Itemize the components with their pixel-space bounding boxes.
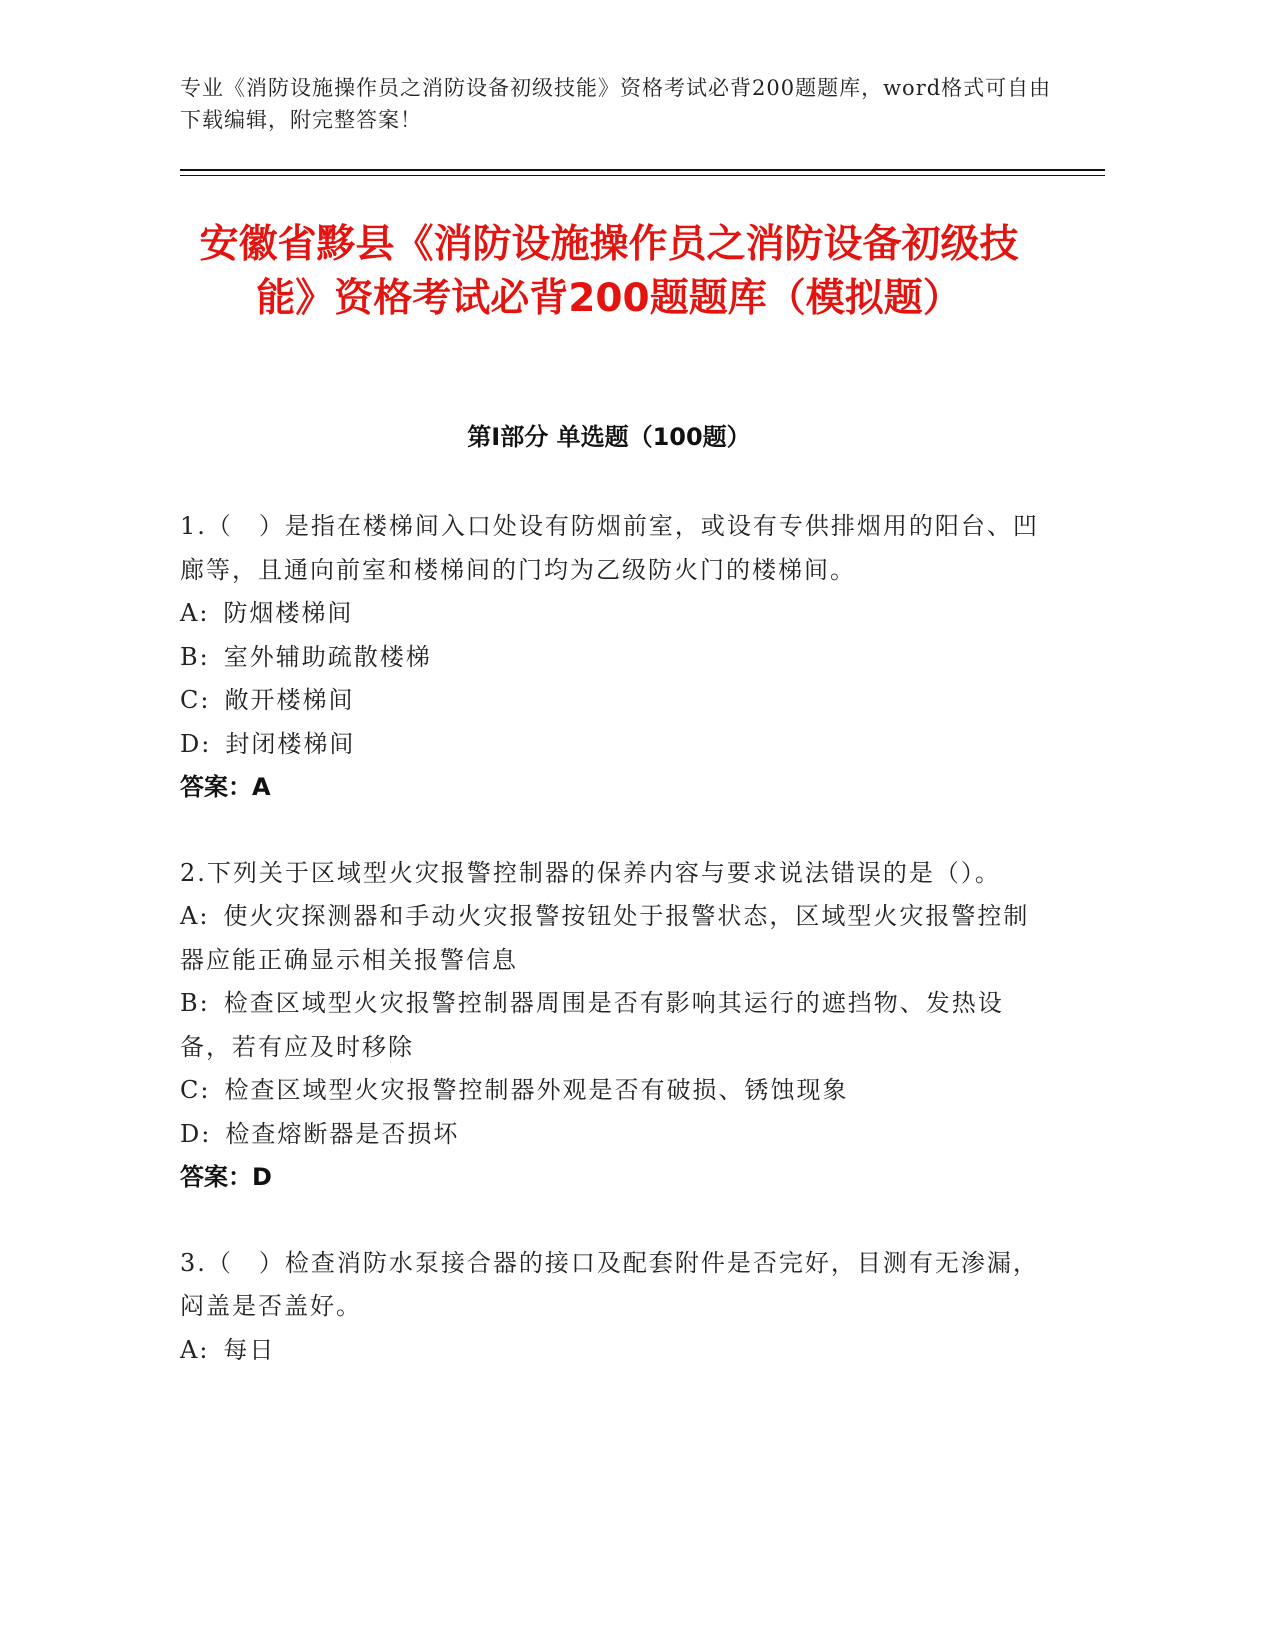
answer-line: 答案：D <box>180 1163 272 1191</box>
option-a <box>180 1329 1040 1373</box>
option-label: A: <box>180 599 210 627</box>
option-label: B: <box>180 989 210 1017</box>
question-text: 3.（ ）检查消防水泵接合器的接口及配套附件是否完好，目测有无渗漏，闷盖是否盖好。 <box>180 1248 1039 1320</box>
option-c <box>180 679 1040 723</box>
option-label: C: <box>180 1076 211 1104</box>
option-text: 每日 <box>223 1335 276 1364</box>
option-text: 敞开楼梯间 <box>224 686 355 714</box>
option-text: 检查区域型火灾报警控制器周围是否有影响其运行的遮挡物、发热设备，若有应及时移除 <box>180 989 1004 1061</box>
option-label: D: <box>180 1119 212 1148</box>
question-3 <box>180 1242 1040 1373</box>
question-text: 2.下列关于区域型火灾报警控制器的保养内容与要求说法错误的是（）。 <box>180 858 1001 887</box>
document-title: 安徽省黟县《消防设施操作员之消防设备初级技能》资格考试必背200题题库（模拟题） <box>199 222 1019 321</box>
question-1 <box>180 505 1040 810</box>
header-note: 专业《消防设施操作员之消防设备初级技能》资格考试必背200题题库，word格式可自由下载编辑，附完整答案！ <box>180 76 1052 132</box>
option-text: 封闭楼梯间 <box>225 729 356 758</box>
option-label: C: <box>180 686 211 714</box>
option-text: 检查熔断器是否损坏 <box>225 1119 460 1148</box>
option-a <box>180 592 1040 636</box>
option-b <box>180 636 1040 680</box>
option-label: D: <box>180 729 212 758</box>
option-label: A: <box>180 1335 210 1364</box>
option-b <box>180 982 1040 1069</box>
option-label: B: <box>180 642 210 671</box>
option-text: 检查区域型火灾报警控制器外观是否有破损、锈蚀现象 <box>224 1076 849 1104</box>
question-list <box>180 505 1040 1414</box>
question-text: 1.（ ）是指在楼梯间入口处设有防烟前室，或设有专供排烟用的阳台、凹廊等，且通向前室和楼梯间的门均为乙级防火门的楼梯间。 <box>180 512 1039 584</box>
header-rule-thin <box>180 175 1105 176</box>
option-label: A: <box>180 902 210 930</box>
header-rule-thick <box>180 169 1105 171</box>
option-text: 使火灾探测器和手动火灾报警按钮处于报警状态，区域型火灾报警控制器应能正确显示相关报警信息 <box>180 902 1030 974</box>
option-text: 室外辅助疏散楼梯 <box>223 642 432 671</box>
option-c <box>180 1069 1040 1113</box>
section-heading: 第Ⅰ部分 单选题（100题） <box>467 423 751 451</box>
answer-line: 答案：A <box>180 773 271 801</box>
option-a <box>180 895 1040 982</box>
option-d <box>180 1113 1040 1157</box>
option-text: 防烟楼梯间 <box>223 599 354 627</box>
option-d <box>180 723 1040 767</box>
question-2 <box>180 852 1040 1200</box>
